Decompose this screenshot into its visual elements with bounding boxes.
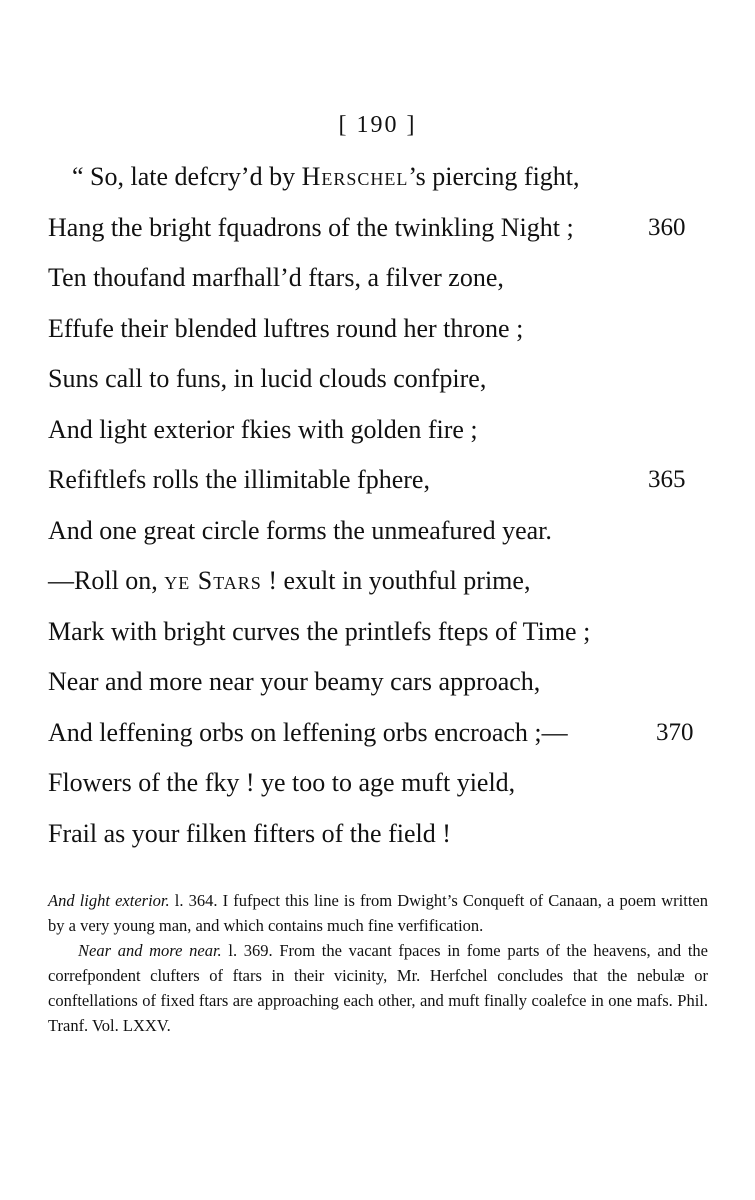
small-caps-name: ye Stars [164,566,262,595]
line-text: “ So, late defcry’d by [72,162,302,191]
poem-line [48,354,708,405]
poem-line [48,203,708,254]
poem-line [48,758,708,809]
poem-line [48,304,708,355]
poem-line [48,405,708,456]
line-text: And leffening orbs on leffening orbs encroach ;— [48,717,568,747]
line-text: Ten thoufand marfhall’d ftars, a filver zone, [48,263,504,292]
poem-text [48,152,708,859]
line-number: 360 [648,213,686,241]
footnote-reference: And light exterior. [48,891,170,910]
line-text: Hang the bright fquadrons of the twinkling Night ; [48,212,574,242]
poem-line [48,455,708,506]
line-text: Refiftlefs rolls the illimitable fphere, [48,465,430,494]
poem-line [48,708,708,759]
line-text: And light exterior fkies with golden fire ; [48,414,478,444]
line-text: Suns call to funs, in lucid clouds confpire, [48,364,487,393]
line-text: Effufe their blended luftres round her throne ; [48,313,524,343]
footnote-text: l. 369. From the vacant fpaces in fome parts of the heavens, and the correfpondent clufters of ftars in their vicinity, Mr. Herfchel concludes that the nebulæ or conftellations of fixed ftars are approaching each other, and muft finally coalefce in one mafs. Phil. Tranf. Vol. LXXV. [48,941,708,1035]
small-caps-name: Herschel [301,162,409,191]
poem-line [48,152,708,203]
footnote [48,888,708,938]
poem-line [48,657,708,708]
line-text: Frail as your filken fifters of the field ! [48,818,451,848]
page-number-header: [ 190 ] [338,112,417,138]
poem-line [48,556,708,607]
line-text: And one great circle forms the unmeafured year. [48,515,552,545]
poem-line [48,607,708,658]
line-text: —Roll on, [48,566,165,595]
poem-line [48,809,708,860]
poem-line [48,253,708,304]
poem-line [48,506,708,557]
line-text: Mark with bright curves the printlefs fteps of Time ; [48,616,591,646]
line-text-end: ! exult in youthful prime, [261,566,531,595]
line-text-end: ’s piercing fight, [408,162,580,191]
footnote-reference: Near and more near. [78,941,222,960]
line-number: 370 [656,718,694,746]
line-text: Near and more near your beamy cars approach, [48,667,541,696]
line-text: Flowers of the fky ! ye too to age muft yield, [48,768,516,797]
footnote [48,938,708,1038]
line-number: 365 [648,466,686,493]
footnote-text: l. 364. I fufpect this line is from Dwight’s Conqueft of Canaan, a poem written by a very young man, and which contains much fine verfification. [48,891,709,935]
footnotes [48,888,708,1038]
